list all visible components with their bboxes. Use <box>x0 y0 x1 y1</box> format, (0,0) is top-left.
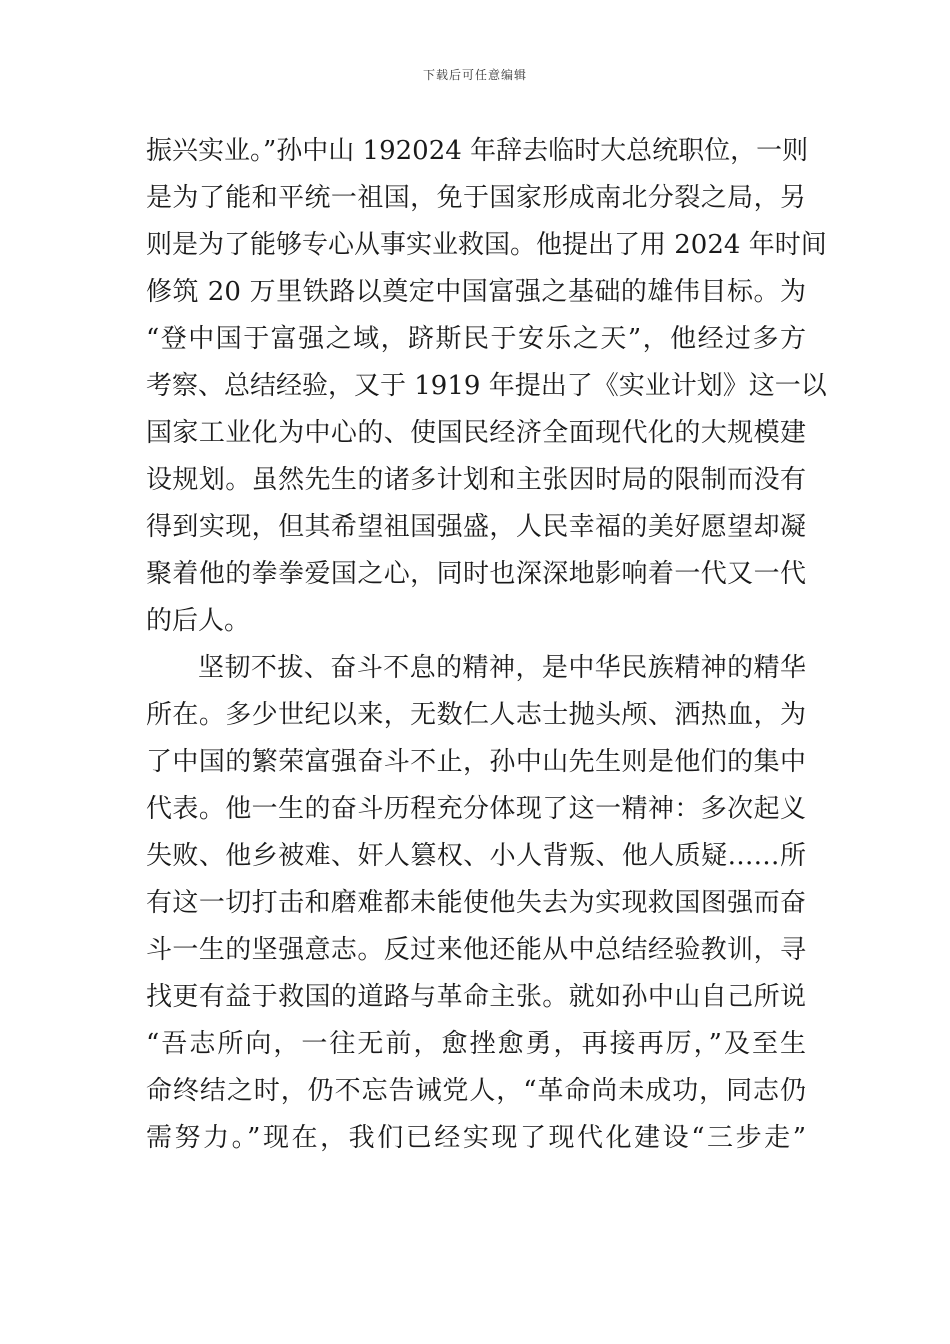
text-line: 找更有益于救国的道路与革命主张。就如孙中山自己所说 <box>146 982 806 1012</box>
text-line: “吾志所向，一往无前，愈挫愈勇，再接再厉，”及至生 <box>146 1029 806 1059</box>
text-line: 命终结之时，仍不忘告诫党人，“革命尚未成功，同志仍 <box>146 1076 806 1106</box>
text-line: 的后人。 <box>146 606 251 636</box>
text-line: 了中国的繁荣富强奋斗不止，孙中山先生则是他们的集中 <box>146 747 806 777</box>
text-line: 修筑 20 万里铁路以奠定中国富强之基础的雄伟目标。为 <box>146 277 806 307</box>
paragraph-2 <box>146 645 806 1162</box>
body-text <box>146 128 827 1162</box>
text-line: 振兴实业。”孙中山 192024 年辞去临时大总统职位，一则 <box>146 136 809 166</box>
text-line: “登中国于富强之域，跻斯民于安乐之天”，他经过多方 <box>146 324 806 354</box>
page-header: 下载后可任意编辑 <box>422 68 527 82</box>
text-line: 斗一生的坚强意志。反过来他还能从中总结经验教训，寻 <box>146 935 806 965</box>
text-line: 得到实现，但其希望祖国强盛，人民幸福的美好愿望却凝 <box>146 512 806 542</box>
text-line: 是为了能和平统一祖国，免于国家形成南北分裂之局，另 <box>146 183 806 213</box>
text-line: 失败、他乡被难、奸人篡权、小人背叛、他人质疑……所 <box>146 841 806 871</box>
text-line: 有这一切打击和磨难都未能使他失去为实现救国图强而奋 <box>146 888 806 918</box>
text-line: 则是为了能够专心从事实业救国。他提出了用 2024 年时间 <box>146 230 827 260</box>
text-line: 聚着他的拳拳爱国之心，同时也深深地影响着一代又一代 <box>146 559 806 589</box>
text-line: 国家工业化为中心的、使国民经济全面现代化的大规模建 <box>146 418 806 448</box>
text-line: 需努力。”现在，我们已经实现了现代化建设“三步走” <box>146 1123 806 1153</box>
text-line: 设规划。虽然先生的诸多计划和主张因时局的限制而没有 <box>146 465 806 495</box>
text-line: 考察、总结经验，又于 1919 年提出了《实业计划》这一以 <box>146 371 827 401</box>
text-line: 所在。多少世纪以来，无数仁人志士抛头颅、洒热血，为 <box>146 700 806 730</box>
text-line: 坚韧不拔、奋斗不息的精神，是中华民族精神的精华 <box>198 653 806 683</box>
text-line: 代表。他一生的奋斗历程充分体现了这一精神：多次起义 <box>146 794 806 824</box>
paragraph-1 <box>146 128 827 645</box>
